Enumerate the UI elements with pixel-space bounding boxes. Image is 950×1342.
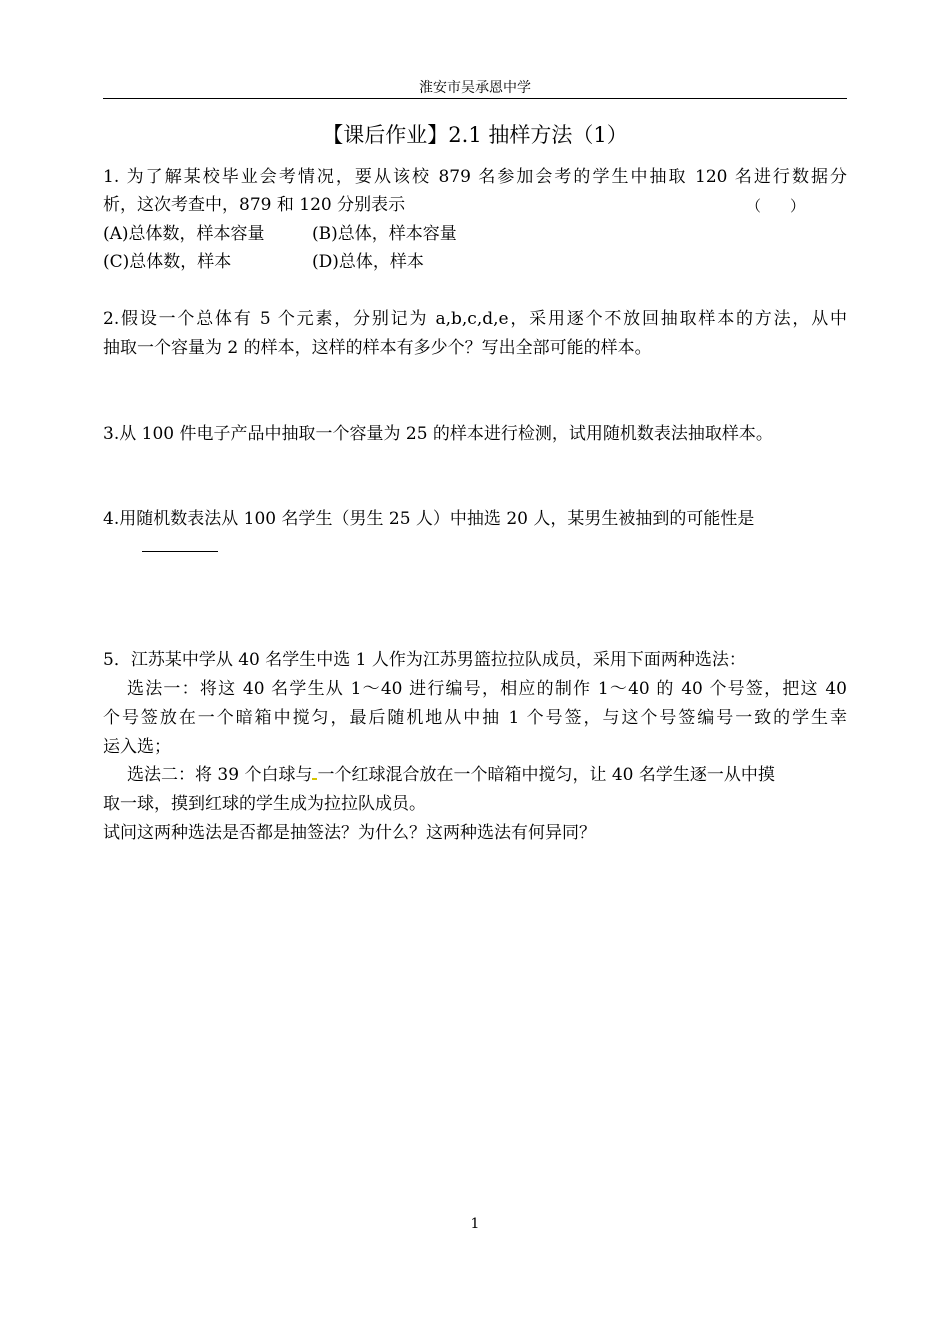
header-rule: [103, 98, 847, 99]
q4-answer-blank: [142, 551, 218, 552]
q4-line-1: 4.用随机数表法从 100 名学生（男生 25 人）中抽选 20 人，某男生被抽到的可能性是: [103, 509, 755, 529]
page-title: 【课后作业】2.1 抽样方法（1）: [322, 123, 628, 147]
q5-line-1: 5．江苏某中学从 40 名学生中选 1 人作为江苏男篮拉拉队成员，采用下面两种选法：: [103, 650, 746, 670]
q1-line-1: 1. 为了解某校毕业会考情况，要从该校 879 名参加会考的学生中抽取 120 名进行数据分: [103, 167, 847, 187]
q5-line-6: 取一球，摸到红球的学生成为拉拉队成员。: [103, 794, 426, 814]
q1-line-2: 析，这次考查中，879 和 120 分别表示: [103, 195, 406, 215]
q1-option-c: (C)总体数，样本: [103, 252, 232, 272]
page-number: 1: [470, 1216, 480, 1232]
q5-line-5-part-a: 选法二：将 39 个白球与: [127, 765, 313, 785]
q1-option-b: (B)总体，样本容量: [312, 224, 457, 244]
q5-line-2: 选法一：将这 40 名学生从 1～40 进行编号，相应的制作 1～40 的 40 个号签，把这 40: [127, 679, 847, 699]
q2-line-2: 抽取一个容量为 2 的样本，这样的样本有多少个？写出全部可能的样本。: [103, 338, 652, 358]
q5-line-5: [127, 763, 847, 787]
page-header: 淮安市吴承恩中学: [419, 80, 531, 96]
q5-line-5-part-b: 一个红球混合放在一个暗箱中搅匀，让 40 名学生逐一从中摸: [317, 765, 775, 785]
q2-line-1: 2.假设一个总体有 5 个元素，分别记为 a,b,c,d,e，采用逐个不放回抽取样本的方法，从中: [103, 309, 847, 329]
q1-option-a: (A)总体数，样本容量: [103, 224, 265, 244]
q5-line-4: 运入选；: [103, 737, 171, 757]
q3-line-1: 3.从 100 件电子产品中抽取一个容量为 25 的样本进行检测，试用随机数表法抽取样本。: [103, 424, 773, 444]
q1-answer-paren-right: ）: [790, 197, 806, 215]
q5-line-7: 试问这两种选法是否都是抽签法？为什么？这两种选法有何异同？: [103, 823, 596, 843]
q1-answer-paren-left: （: [746, 197, 762, 215]
q5-line-3: 个号签放在一个暗箱中搅匀，最后随机地从中抽 1 个号签，与这个号签编号一致的学生幸: [103, 708, 847, 728]
q1-option-d: (D)总体，样本: [312, 252, 424, 272]
